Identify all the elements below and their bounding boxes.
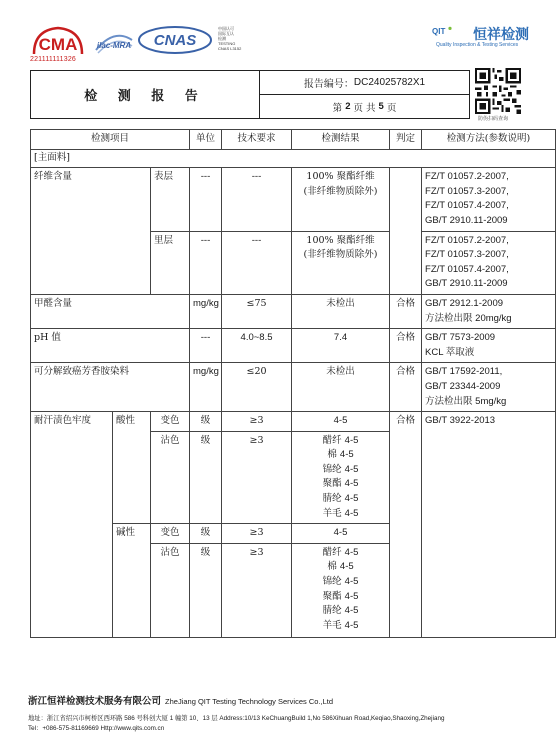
- table-cell: [295, 477, 386, 492]
- table-cell: 合格: [390, 363, 422, 412]
- table-cell: FZ/T 01057.4-2007,: [425, 263, 509, 275]
- header-unit: 单位: [190, 130, 222, 150]
- qit-logo: [432, 20, 472, 44]
- table-cell: 合格: [390, 412, 422, 638]
- table-cell: [295, 575, 386, 590]
- cnas-accreditation-note: 中国认可 国际互认 检测 TESTING CNAS L3152: [218, 26, 242, 51]
- table-cell: [390, 168, 422, 295]
- table-cell: 合格: [390, 294, 422, 328]
- table-cell: GB/T 17592-2011,: [425, 366, 503, 378]
- table-cell: [295, 463, 386, 478]
- table-cell: 变色: [151, 524, 190, 544]
- table-cell: GB/T 2912.1-2009: [425, 297, 504, 309]
- total-pages: 5: [378, 101, 384, 112]
- table-cell: 未检出: [292, 363, 390, 412]
- table-header-row: [31, 130, 556, 150]
- acid-stain-results: [292, 431, 390, 524]
- table-cell: ≤75: [222, 294, 292, 328]
- footer: [28, 693, 538, 732]
- table-cell: 4.0~8.5: [222, 329, 292, 363]
- test-results-table: [30, 129, 555, 638]
- table-cell: [422, 363, 556, 412]
- section-row: [31, 149, 556, 168]
- table-cell: 级: [190, 524, 222, 544]
- table-cell: mg/kg: [190, 363, 222, 412]
- brand-slogan: Quality Inspection & Testing Services: [436, 42, 519, 48]
- table-cell: ---: [222, 231, 292, 294]
- table-cell: ≥3: [222, 431, 292, 524]
- table-cell: 4-5: [344, 590, 359, 602]
- table-cell: 锦纶: [322, 576, 342, 588]
- table-cell: 级: [190, 431, 222, 524]
- table-cell: 羊毛: [322, 619, 342, 631]
- table-cell: 沾色: [151, 431, 190, 524]
- cnas-logo: [136, 24, 214, 56]
- report-number: 报告编号： DC24025782X1: [260, 71, 469, 95]
- table-cell: 腈纶: [322, 493, 342, 505]
- table-cell: 腈纶: [322, 605, 342, 617]
- table-cell: 沾色: [151, 543, 190, 637]
- table-row: [31, 168, 556, 231]
- table-cell: 100% 聚酯纤维: [306, 171, 375, 183]
- header-item: 检测项目: [31, 130, 190, 150]
- table-cell: [422, 294, 556, 328]
- alkali-label: 碱性: [113, 524, 151, 638]
- table-cell: (非纤维物质除外): [303, 249, 378, 261]
- table-cell: 聚酯: [322, 478, 342, 490]
- table-cell: KCL 萃取液: [425, 346, 475, 358]
- table-cell: 4-5: [344, 434, 359, 446]
- table-cell: ≤20: [222, 363, 292, 412]
- table-cell: [295, 604, 386, 619]
- table-cell: FZ/T 01057.3-2007,: [425, 185, 509, 197]
- table-row: [31, 329, 556, 363]
- table-cell: 7.4: [292, 329, 390, 363]
- table-cell: pH 值: [31, 329, 190, 363]
- table-cell: 4-5: [344, 546, 359, 558]
- table-cell: [295, 434, 386, 449]
- fiber-outer-label: 表层: [151, 168, 190, 231]
- table-cell: 棉: [327, 561, 337, 573]
- table-cell: (非纤维物质除外): [303, 185, 378, 197]
- table-cell: 棉: [327, 449, 337, 461]
- acid-label: 酸性: [113, 412, 151, 524]
- table-row: [31, 363, 556, 412]
- table-cell: ---: [190, 329, 222, 363]
- table-cell: 4-5: [292, 524, 390, 544]
- table-cell: 锦纶: [322, 463, 342, 475]
- table-cell: 4-5: [344, 507, 359, 519]
- header-requirement: 技术要求: [222, 130, 292, 150]
- footer-company: 浙江恒祥检测技术服务有限公司 ZheJiang QIT Testing Technology Services Co.,Ltd: [28, 696, 334, 707]
- accreditation-logos: [30, 20, 242, 64]
- qit-logo-text: QIT: [432, 27, 446, 36]
- table-cell: ---: [190, 168, 222, 231]
- table-cell: [295, 492, 386, 507]
- alkali-stain-results: [292, 543, 390, 637]
- table-cell: FZ/T 01057.2-2007,: [425, 171, 509, 183]
- report-title-box: [30, 70, 470, 119]
- fiber-inner-result: [292, 231, 390, 294]
- cma-logo-text: CMA: [38, 35, 78, 54]
- table-cell: 4-5: [344, 576, 359, 588]
- table-cell: 100% 聚酯纤维: [306, 234, 375, 246]
- table-cell: FZ/T 01057.4-2007,: [425, 200, 509, 212]
- table-cell: 4-5: [339, 449, 354, 461]
- ilac-mra-text: ilac-MRA: [96, 41, 132, 50]
- header-judgement: 判定: [390, 130, 422, 150]
- table-cell: [422, 329, 556, 363]
- table-cell: FZ/T 01057.3-2007,: [425, 249, 509, 261]
- table-cell: 变色: [151, 412, 190, 432]
- table-cell: ---: [190, 231, 222, 294]
- table-cell: 合格: [390, 329, 422, 363]
- table-cell: 方法检出限 5mg/kg: [425, 395, 507, 407]
- table-cell: 4-5: [344, 619, 359, 631]
- table-cell: ≥3: [222, 412, 292, 432]
- report-title: 检 测 报 告: [31, 71, 260, 118]
- table-cell: 甲醛含量: [31, 294, 190, 328]
- fiber-outer-method: [422, 168, 556, 231]
- table-cell: 方法检出限 20mg/kg: [425, 312, 512, 324]
- table-cell: 4-5: [344, 493, 359, 505]
- table-row: [31, 294, 556, 328]
- table-cell: GB/T 23344-2009: [425, 380, 501, 392]
- fiber-inner-label: 里层: [151, 231, 190, 294]
- ilac-mra-logo: [94, 26, 134, 56]
- footer-contact[interactable]: Tel：+086-575-81169669 Http://www.qits.com.cn: [28, 725, 165, 732]
- table-cell: [295, 619, 386, 634]
- table-cell: 4-5: [344, 605, 359, 617]
- table-cell: [295, 448, 386, 463]
- fiber-outer-result: [292, 168, 390, 231]
- table-cell: GB/T 7573-2009: [425, 332, 496, 344]
- perspiration-item: 耐汗渍色牢度: [31, 412, 113, 638]
- current-page: 2: [345, 101, 351, 112]
- cma-number: 221111111326: [30, 56, 76, 63]
- table-cell: GB/T 2910.11-2009: [425, 278, 508, 290]
- table-cell: [295, 546, 386, 561]
- qr-code-icon[interactable]: [475, 68, 521, 114]
- fiber-inner-method: [422, 231, 556, 294]
- table-cell: [295, 590, 386, 605]
- table-cell: 4-5: [292, 412, 390, 432]
- table-cell: 羊毛: [322, 507, 342, 519]
- table-cell: ---: [222, 168, 292, 231]
- table-cell: FZ/T 01057.2-2007,: [425, 234, 509, 246]
- page-indicator: 第 2 页 共 5 页: [332, 101, 397, 114]
- table-cell: 未检出: [292, 294, 390, 328]
- table-row: [31, 412, 556, 432]
- table-cell: GB/T 3922-2013: [422, 412, 556, 638]
- header-result: 检测结果: [292, 130, 390, 150]
- qr-label: 防伪扫码查询: [478, 116, 509, 122]
- header-method: 检测方法(参数说明): [422, 130, 556, 150]
- table-cell: 4-5: [344, 463, 359, 475]
- table-cell: 醋纤: [322, 546, 342, 558]
- table-cell: 可分解致癌芳香胺染料: [31, 363, 190, 412]
- table-cell: ≥3: [222, 524, 292, 544]
- table-cell: 聚酯: [322, 590, 342, 602]
- table-cell: 4-5: [344, 478, 359, 490]
- table-cell: 4-5: [339, 561, 354, 573]
- table-cell: mg/kg: [190, 294, 222, 328]
- table-cell: [295, 560, 386, 575]
- footer-address: 地址：浙江省绍兴市柯桥区西环路 586 号科创大厦 1 幢第 10、13 层 Address:10/13 KeChuangBuild 1,No 586Xihuan Road,Keqiao,Shaoxing,Zhejiang: [28, 715, 445, 722]
- table-cell: [295, 507, 386, 522]
- cnas-text: CNAS: [153, 32, 197, 49]
- table-cell: 级: [190, 412, 222, 432]
- section-label: [主面料]: [31, 149, 556, 168]
- table-cell: 醋纤: [322, 434, 342, 446]
- table-cell: GB/T 2910.11-2009: [425, 214, 508, 226]
- table-cell: 级: [190, 543, 222, 637]
- table-cell: ≥3: [222, 543, 292, 637]
- brand-name: 恒祥检测: [473, 27, 529, 43]
- fiber-item: 纤维含量: [31, 168, 151, 295]
